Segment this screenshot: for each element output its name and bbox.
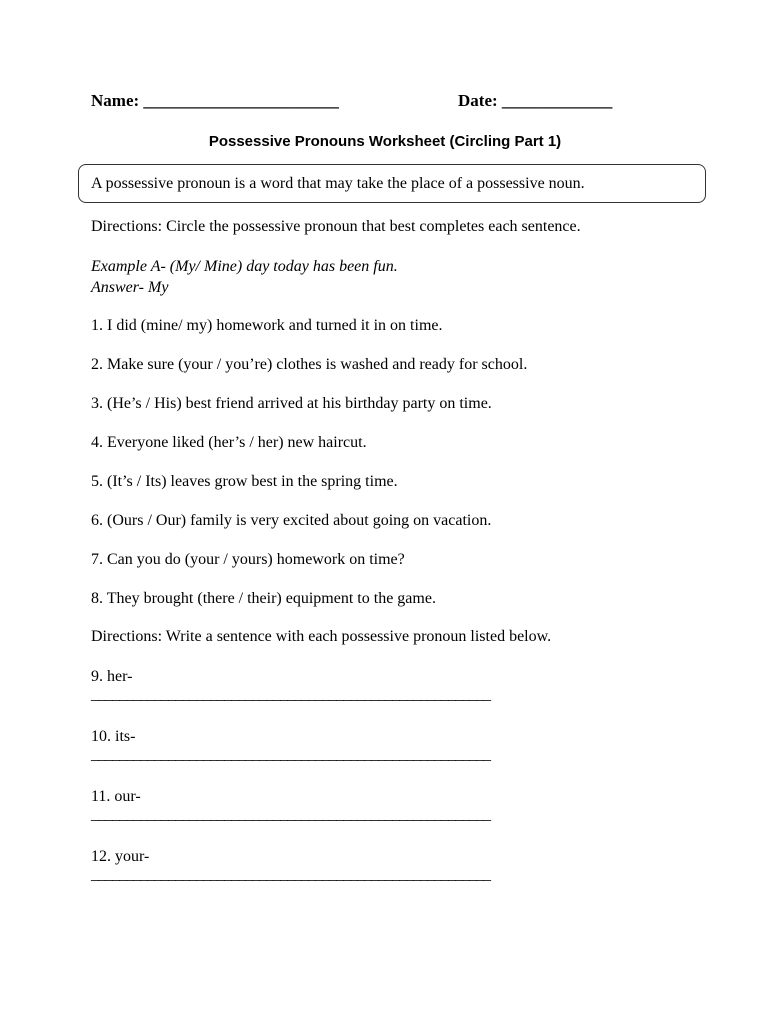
question-3[interactable]: 3. (He’s / His) best friend arrived at his birthday party on time. xyxy=(91,395,492,412)
question-2[interactable]: 2. Make sure (your / you’re) clothes is washed and ready for school. xyxy=(91,356,528,373)
example-sentence: Example A- (My/ Mine) day today has been fun. xyxy=(91,258,398,275)
example-answer: Answer- My xyxy=(91,279,169,296)
writing-item-label: 12. your- xyxy=(91,848,150,865)
date-field[interactable]: Date: _____________ xyxy=(458,91,613,110)
worksheet-title: Possessive Pronouns Worksheet (Circling Part 1) xyxy=(208,133,562,150)
writing-answer-line[interactable]: _________________________________________________________ xyxy=(91,686,490,703)
name-field[interactable]: Name: _______________________ xyxy=(91,91,339,110)
writing-answer-line[interactable]: _________________________________________________________ xyxy=(91,806,490,823)
writing-item-label: 11. our- xyxy=(91,788,141,805)
directions-circle: Directions: Circle the possessive pronoun that best completes each sentence. xyxy=(91,218,581,235)
question-6[interactable]: 6. (Ours / Our) family is very excited about going on vacation. xyxy=(91,512,492,529)
question-4[interactable]: 4. Everyone liked (her’s / her) new haircut. xyxy=(91,434,367,451)
definition-box: A possessive pronoun is a word that may take the place of a possessive noun. xyxy=(78,164,706,203)
question-5[interactable]: 5. (It’s / Its) leaves grow best in the spring time. xyxy=(91,473,398,490)
writing-item-label: 9. her- xyxy=(91,668,133,685)
question-1[interactable]: 1. I did (mine/ my) homework and turned it in on time. xyxy=(91,317,443,334)
writing-item-label: 10. its- xyxy=(91,728,136,745)
directions-write: Directions: Write a sentence with each possessive pronoun listed below. xyxy=(91,628,552,645)
question-7[interactable]: 7. Can you do (your / yours) homework on time? xyxy=(91,551,405,568)
writing-answer-line[interactable]: _________________________________________________________ xyxy=(91,746,490,763)
writing-answer-line[interactable]: _________________________________________________________ xyxy=(91,866,490,883)
question-8[interactable]: 8. They brought (there / their) equipment to the game. xyxy=(91,590,436,607)
